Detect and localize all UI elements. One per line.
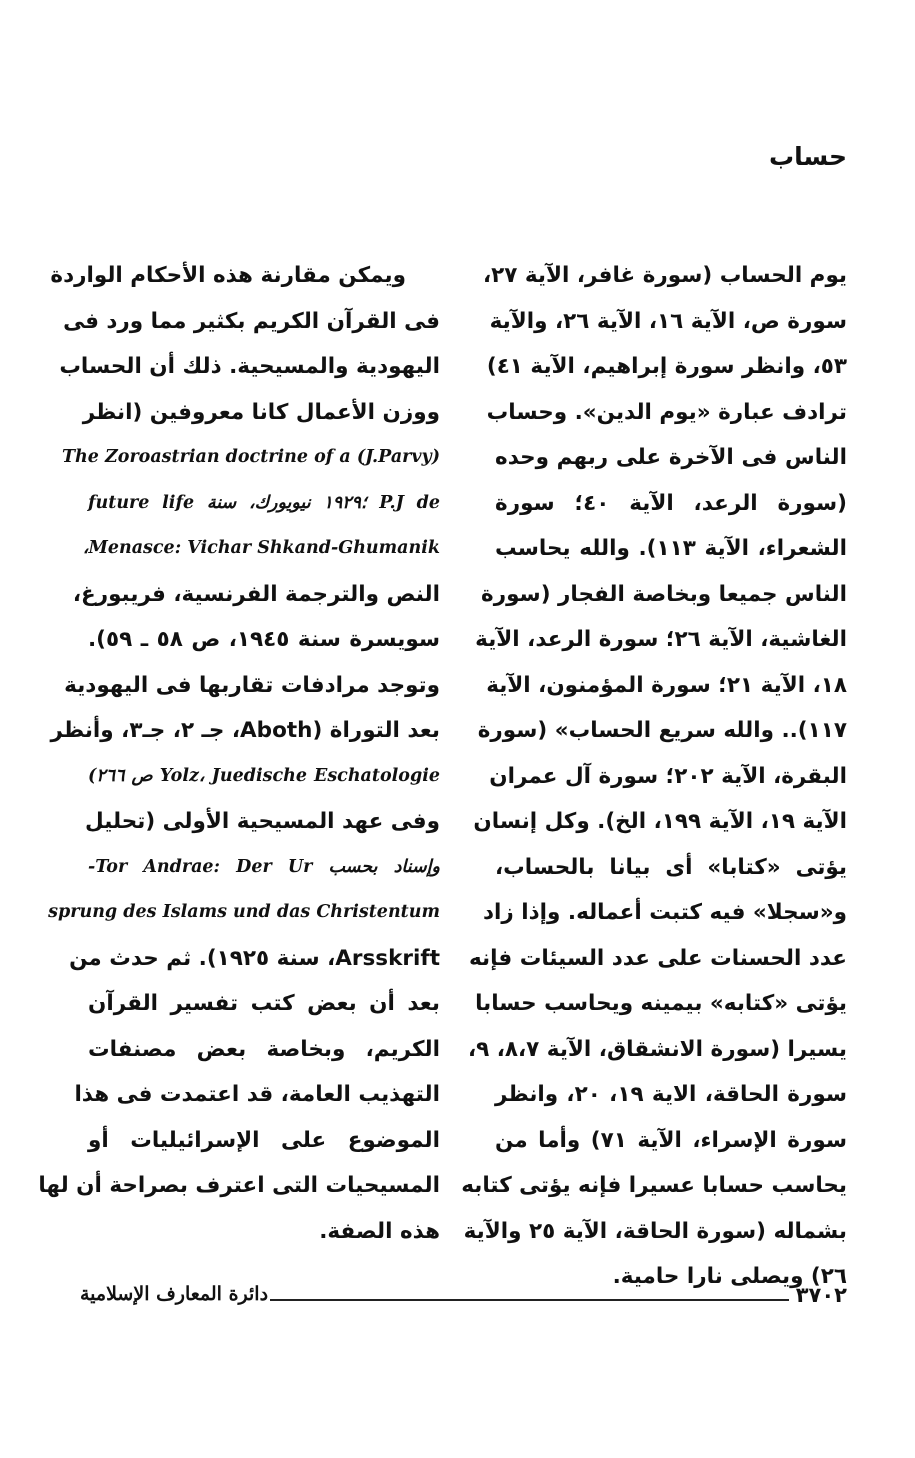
text-line: sprung des Islams und das Christentum [48,902,440,922]
text-line: يسيرا (سورة الانشقاق، الآية ٨،٧، ٩، [467,1036,847,1062]
text-line: بشماله (سورة الحاقة، الآية ٢٥ والآية [463,1218,847,1244]
text-line: اليهودية والمسيحية. ذلك أن الحساب [59,354,440,379]
text-line: و«سجلا» فيه كتبت أعماله. وإذا زاد [483,900,847,925]
text-line: يوم الحساب (سورة غافر، الآية ٢٧، [482,263,847,288]
text-line: البقرة، الآية ٢٠٢؛ سورة آل عمران [489,763,847,789]
text-line: The Zoroastrian doctrine of a (J.Parvy) [62,447,440,467]
text-line: الآية ١٩، الآية ١٩٩، الخ). وكل إنسان [473,809,847,834]
text-line: يؤتى «كتابه» بيمينه ويحاسب حسابا [475,991,847,1016]
running-head: حساب [769,142,847,171]
text-line: سورة الحاقة، الاية ١٩، ٢٠، وانظر [495,1082,848,1107]
text-line: ١١٧).. والله سريع الحساب» (سورة [477,718,847,743]
text-line: ٢٦) ويصلى نارا حامية. [612,1264,847,1289]
publication-title: دائرة المعارف الإسلامية [80,1283,269,1305]
text-line: هذه الصفة. [319,1218,440,1244]
text-line: فى القرآن الكريم بكثير مما ورد فى [63,308,440,334]
page-footer [80,1283,847,1313]
text-line: Yolz، Juedische Eschatologie ص ٢٦٦) [88,765,440,786]
text-line: (سورة الرعد، الآية ٤٠؛ سورة [495,490,847,516]
text-line: الناس فى الآخرة على ربهم وحده [495,445,847,470]
text-line: سورة ص، الآية ١٦، الآية ٢٦، والآية [489,308,847,334]
text-line: ٥٣، وانظر سورة إبراهيم، الآية ٤١) [486,354,847,379]
text-line: الشعراء، الآية ١١٣). والله يحاسب [495,536,847,561]
text-line: الناس جميعا وبخاصة الفجار (سورة [481,581,847,607]
text-line: عدد الحسنات على عدد السيئات فإنه [468,945,847,971]
text-line: يؤتى «كتابا» أى بيانا بالحساب، [495,854,847,880]
text-line: ويمكن مقارنة هذه الأحكام الواردة [50,263,406,288]
text-line: التهذيب العامة، قد اعتمدت فى هذا [74,1082,440,1107]
left-text-column [38,253,441,1254]
text-line: سويسرة سنة ١٩٤٥، ص ٥٨ ـ ٥٩). [88,627,441,652]
text-line: ١٨، الآية ٢١؛ سورة المؤمنون، الآية [486,672,847,698]
text-line: وتوجد مرادفات تقاربها فى اليهودية [64,672,440,698]
text-line: ووزن الأعمال كانا معروفين (انظر [82,399,440,425]
text-line: Menasce: Vichar Shkand-Ghumanik، [82,538,440,558]
text-line: P.J de ؛١٩٢٩ نيويورك، سنة future life [88,492,441,513]
text-line: الغاشية، الآية ٢٦؛ سورة الرعد، الآية [475,627,847,652]
page-number: ٣٧٠٢ [795,1283,847,1307]
text-line: الكريم، وبخاصة بعض مصنفات [88,1036,440,1062]
footer-divider [270,1299,789,1301]
text-line: وإسناد بحسب Tor Andrae: Der Ur- [88,856,440,877]
right-text-column [461,253,848,1300]
text-line: ترادف عبارة «يوم الدين». وحساب [486,399,847,425]
text-line: Arsskrift، سنة ١٩٢٥). ثم حدث من [69,945,440,971]
text-line: النص والترجمة الفرنسية، فريبورغ، [72,581,440,607]
text-line: يحاسب حسابا عسيرا فإنه يؤتى كتابه [461,1173,847,1198]
text-line: الموضوع على الإسرائيليات أو [88,1127,440,1153]
text-line: وفى عهد المسيحية الأولى (تحليل [85,809,440,834]
text-line: سورة الإسراء، الآية ٧١) وأما من [495,1127,847,1153]
text-line: المسيحيات التى اعترف بصراحة أن لها [38,1173,440,1198]
text-line: بعد التوراة (Aboth، جـ ٢، جـ٣، وأنظر [50,718,440,743]
text-line: بعد أن بعض كتب تفسير القرآن [88,991,440,1016]
